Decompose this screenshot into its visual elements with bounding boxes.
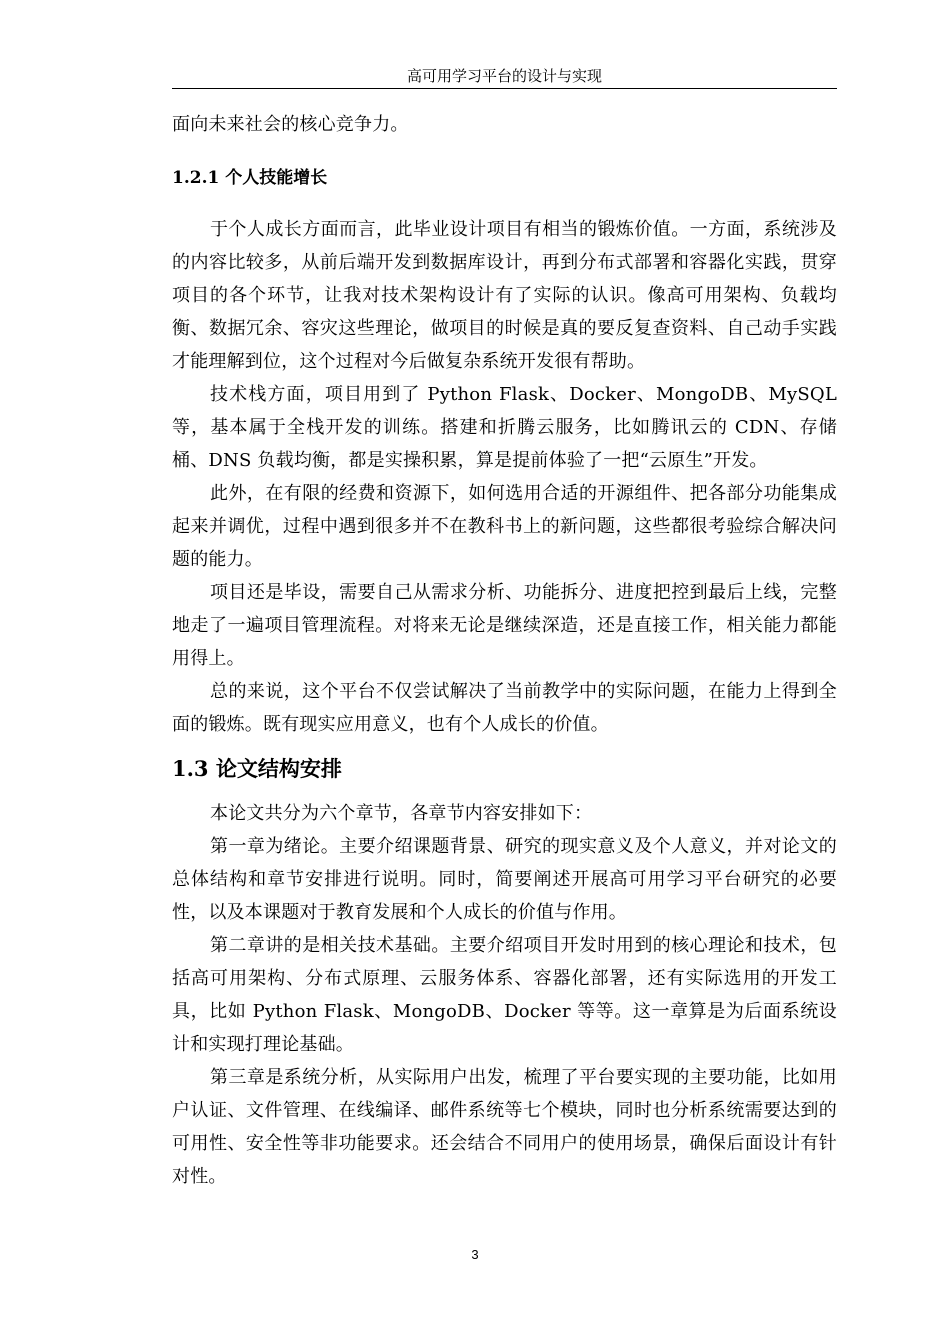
body-paragraph: 于个人成长方面而言，此毕业设计项目有相当的锻炼价值。一方面，系统涉及的内容比较多，从前后端开发到数据库设计，再到分布式部署和容器化实践，贯穿项目的各个环节，让我对技术架构设计有了实际的认识。像高可用架构、负载均衡、数据冗余、容灾这些理论，做项目的时候是真的要反复查资料、自己动手实践才能理解到位，这个过程对今后做复杂系统开发很有帮助。 <box>172 219 837 372</box>
page-number: 3 <box>471 1247 479 1262</box>
body-paragraph: 本论文共分为六个章节，各章节内容安排如下： <box>210 803 593 824</box>
body-paragraph: 第二章讲的是相关技术基础。主要介绍项目开发时用到的核心理论和技术，包括高可用架构、分布式原理、云服务体系、容器化部署，还有实际选用的开发工具，比如 Python Flask、MongoDB、Docker 等等。这一章算是为后面系统设计和实现打理论基础。 <box>172 935 837 1055</box>
running-header: 高可用学习平台的设计与实现 <box>172 64 837 89</box>
body-paragraph: 第三章是系统分析，从实际用户出发，梳理了平台要实现的主要功能，比如用户认证、文件管理、在线编译、邮件系统等七个模块，同时也分析系统需要达到的可用性、安全性等非功能要求。还会结合不同用户的使用场景，确保后面设计有针对性。 <box>172 1067 837 1187</box>
body-paragraph: 第一章为绪论。主要介绍课题背景、研究的现实意义及个人意义，并对论文的总体结构和章节安排进行说明。同时，简要阐述开展高可用学习平台研究的必要性，以及本课题对于教育发展和个人成长的价值与作用。 <box>172 836 837 923</box>
body-paragraph: 项目还是毕设，需要自己从需求分析、功能拆分、进度把控到最后上线，完整地走了一遍项目管理流程。对将来无论是继续深造，还是直接工作，相关能力都能用得上。 <box>172 582 837 669</box>
body-paragraph: 此外，在有限的经费和资源下，如何选用合适的开源组件、把各部分功能集成起来并调优，过程中遇到很多并不在教科书上的新问题，这些都很考验综合解决问题的能力。 <box>172 483 837 570</box>
page-body <box>172 108 837 1193</box>
body-paragraph: 总的来说，这个平台不仅尝试解决了当前教学中的实际问题，在能力上得到全面的锻炼。既有现实应用意义，也有个人成长的价值。 <box>172 681 837 735</box>
section-title: 1.3 论文结构安排 <box>172 756 342 781</box>
body-paragraph: 技术栈方面，项目用到了 Python Flask、Docker、MongoDB、MySQL 等，基本属于全栈开发的训练。搭建和折腾云服务，比如腾讯云的 CDN、存储桶、DNS 负载均衡，都是实操积累，算是提前体验了一把“云原生”开发。 <box>172 384 837 471</box>
continued-paragraph: 面向未来社会的核心竞争力。 <box>172 114 409 135</box>
subsection-title: 1.2.1 个人技能增长 <box>172 168 328 188</box>
